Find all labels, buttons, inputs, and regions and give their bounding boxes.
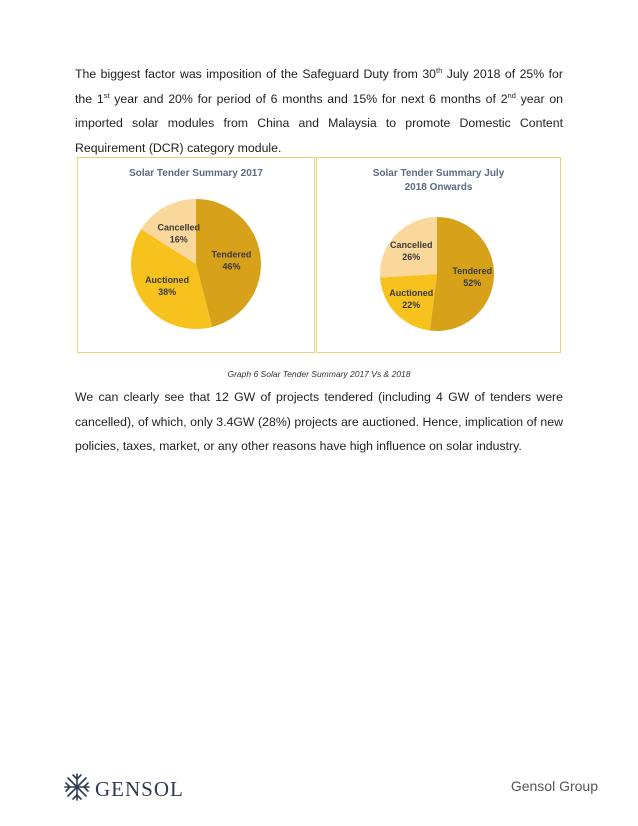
- paragraph-text: year on imported solar modules from China and Malaysia to promote Domestic Content Requirement (DCR) category module.: [75, 91, 563, 155]
- slice-label-auctioned: Auctioned: [145, 275, 190, 286]
- slice-value-auctioned: 22%: [402, 300, 421, 311]
- slice-value-cancelled: 16%: [169, 234, 188, 245]
- slice-label-cancelled: Cancelled: [157, 222, 201, 233]
- superscript: nd: [507, 90, 516, 100]
- chart-title: Solar Tender Summary July 2018 Onwards: [372, 168, 505, 193]
- intro-paragraph: [75, 62, 563, 160]
- slice-label-tendered: Tendered: [211, 249, 252, 260]
- slice-value-auctioned: 38%: [158, 287, 177, 298]
- pie-chart-2017: [77, 157, 315, 353]
- figure-caption: Graph 6 Solar Tender Summary 2017 Vs & 2018: [227, 369, 411, 379]
- analysis-paragraph: We can clearly see that 12 GW of projects tendered (including 4 GW of tenders were cancelled), of which, only 3.4GW (28%) projects are auctioned. Hence, implication of new policies, taxes, market, or any other reasons have high influence on solar industry.: [75, 390, 563, 453]
- chart-title: Solar Tender Summary 2017: [129, 168, 263, 179]
- slice-value-tendered: 46%: [222, 261, 241, 272]
- slice-value-cancelled: 26%: [402, 251, 421, 262]
- pie-chart-2018: [316, 157, 561, 353]
- gensol-logo: [62, 771, 202, 805]
- pie-svg: [78, 158, 314, 352]
- paragraph-text: July 2018 of 25% for the 1: [75, 67, 563, 106]
- logo-wordmark: GENSOL: [95, 777, 184, 801]
- slice-label-tendered: Tendered: [452, 266, 493, 277]
- slice-label-cancelled: Cancelled: [389, 239, 433, 250]
- superscript: th: [436, 65, 443, 75]
- paragraph-text: year and 20% for period of 6 months and 15% for next 6 months of 2: [109, 91, 508, 106]
- snowflake-logo-icon: [62, 771, 92, 803]
- paragraph-text: The biggest factor was imposition of the Safeguard Duty from 30: [75, 67, 437, 81]
- pie-svg: [317, 158, 560, 352]
- slice-value-tendered: 52%: [463, 278, 482, 289]
- superscript: st: [103, 90, 110, 100]
- footer-company: Gensol Group: [510, 778, 598, 794]
- slice-label-auctioned: Auctioned: [389, 288, 434, 299]
